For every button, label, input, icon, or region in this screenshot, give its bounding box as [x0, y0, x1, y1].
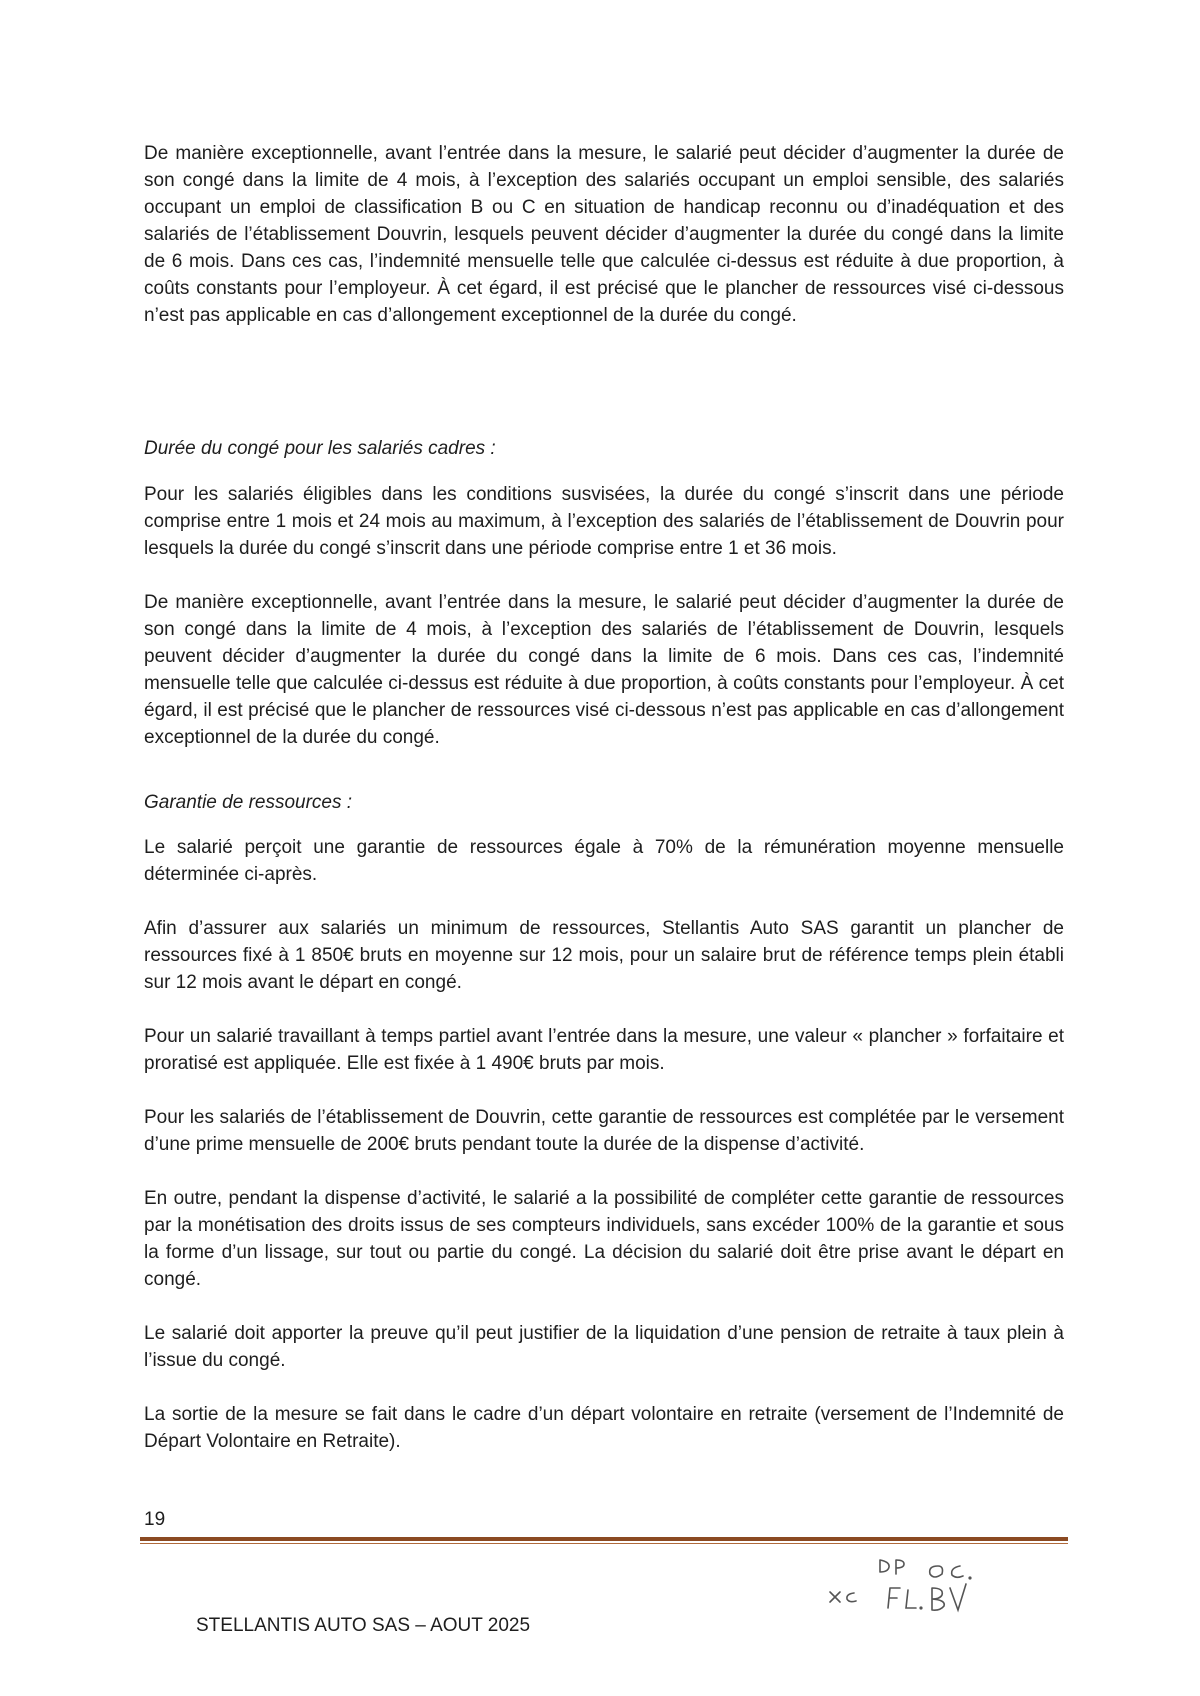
paragraph: Pour les salariés de l’établissement de Douvrin, cette garantie de ressources est complétée par le versement d’une prime mensuelle de 200€ bruts pendant toute la durée de la dispense d’activité. [144, 1107, 1064, 1155]
paragraph: En outre, pendant la dispense d’activité, le salarié a la possibilité de compléter cette garantie de ressources par la monétisation des droits issus de ses compteurs individuels, sans excéder 100% de la garantie et sous la forme d’un lissage, sur tout ou partie du congé. La décision du salarié doit être prise avant le départ en congé. [144, 1188, 1064, 1290]
footer-divider [140, 1537, 1068, 1541]
paragraph: De manière exceptionnelle, avant l’entrée dans la mesure, le salarié peut décider d’augmenter la durée de son congé dans la limite de 4 mois, à l’exception des salariés de l’établissement de Douvrin, lesquels peuvent décider d’augmenter la durée du congé dans la limite de 6 mois. Dans ces cas, l’indemnité mensuelle telle que calculée ci-dessus est réduite à due proportion, à coûts constants pour l’employeur. À cet égard, il est précisé que le plancher de ressources visé ci-dessous n’est pas applicable en cas d’allongement exceptionnel de la durée du congé. [144, 592, 1064, 748]
footer-text: STELLANTIS AUTO SAS – AOUT 2025 [196, 1615, 531, 1636]
document-page [144, 140, 1064, 1455]
paragraph: Pour un salarié travaillant à temps partiel avant l’entrée dans la mesure, une valeur « plancher » forfaitaire et proratisé est appliquée. Elle est fixée à 1 490€ bruts par mois. [144, 1026, 1064, 1074]
paragraph: La sortie de la mesure se fait dans le cadre d’un départ volontaire en retraite (versement de l’Indemnité de Départ Volontaire en Retraite). [144, 1404, 1064, 1452]
handwritten-initials [820, 1548, 1020, 1624]
paragraph: Le salarié perçoit une garantie de ressources égale à 70% de la rémunération moyenne mensuelle déterminée ci-après. [144, 837, 1064, 885]
section-heading-cadres: Durée du congé pour les salariés cadres : [144, 438, 496, 459]
section-heading-garantie: Garantie de ressources : [144, 792, 353, 813]
paragraph: Le salarié doit apporter la preuve qu’il peut justifier de la liquidation d’une pension de retraite à taux plein à l’issue du congé. [144, 1323, 1064, 1371]
paragraph: De manière exceptionnelle, avant l’entrée dans la mesure, le salarié peut décider d’augmenter la durée de son congé dans la limite de 4 mois, à l’exception des salariés occupant un emploi sensible, des salariés occupant un emploi de classification B ou C en situation de handicap reconnu ou d’inadéquation et des salariés de l’établissement Douvrin, lesquels peuvent décider d’augmenter la durée du congé dans la limite de 6 mois. Dans ces cas, l’indemnité mensuelle telle que calculée ci-dessus est réduite à due proportion, à coûts constants pour l’employeur. À cet égard, il est précisé que le plancher de ressources visé ci-dessous n’est pas applicable en cas d’allongement exceptionnel de la durée du congé. [144, 143, 1064, 326]
footer-divider-thin [140, 1543, 1068, 1544]
paragraph: Pour les salariés éligibles dans les conditions susvisées, la durée du congé s’inscrit dans une période comprise entre 1 mois et 24 mois au maximum, à l’exception des salariés de l’établissement de Douvrin pour lesquels la durée du congé s’inscrit dans une période comprise entre 1 et 36 mois. [144, 484, 1064, 559]
page-number: 19 [144, 1509, 166, 1530]
paragraph: Afin d’assurer aux salariés un minimum de ressources, Stellantis Auto SAS garantit un plancher de ressources fixé à 1 850€ bruts en moyenne sur 12 mois, pour un salaire brut de référence temps plein établi sur 12 mois avant le départ en congé. [144, 918, 1064, 993]
